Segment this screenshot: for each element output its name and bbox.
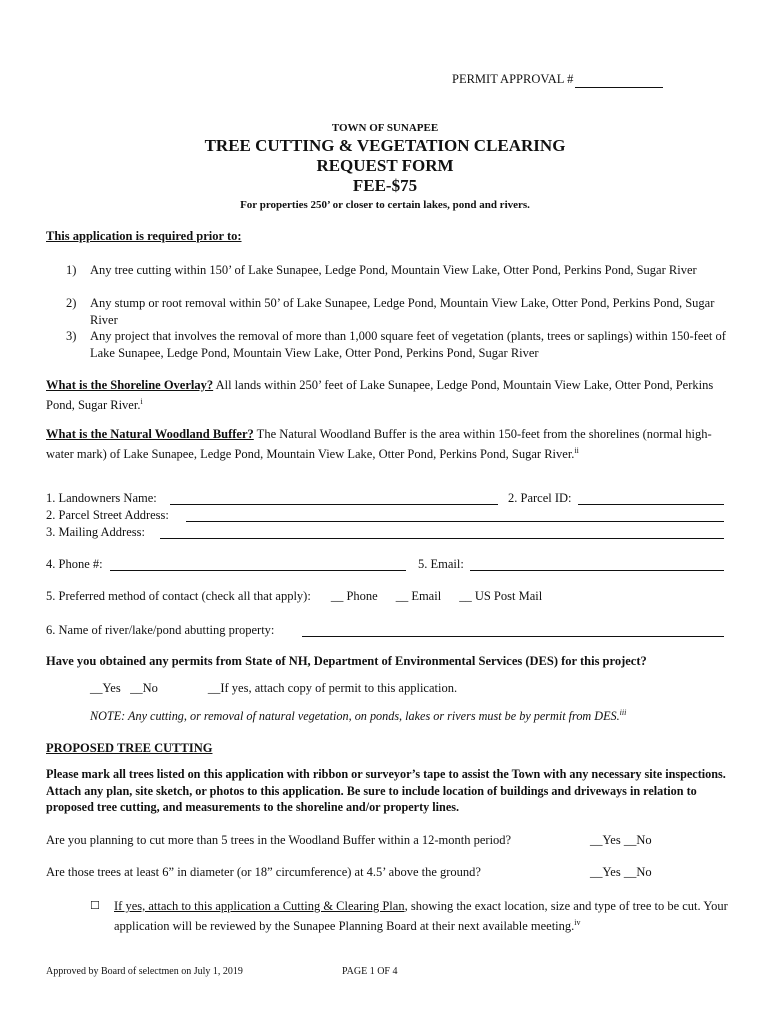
parcel-id-field [508,490,572,506]
requirement-number: 1) [66,263,77,277]
landowner-name-field [46,490,157,506]
landowner-name-input[interactable] [170,504,498,505]
requirement-item [66,295,726,328]
mailing-address-input[interactable] [160,538,724,539]
phone-label: 4. Phone #: [46,557,103,571]
cutting-plan-link: If yes, attach to this application a Cutting & Clearing Plan [114,899,405,913]
requirement-item [66,262,726,279]
phone-field [46,556,103,572]
checkbox-icon[interactable]: ☐ [90,899,100,912]
des-permit-answers [90,681,457,696]
contact-mail-option[interactable]: __ US Post Mail [459,589,543,603]
parcel-id-label: 2. Parcel ID: [508,491,572,505]
landowner-name-label: 1. Landowners Name: [46,491,157,505]
requirement-text: Any tree cutting within 150’ of Lake Sunapee, Ledge Pond, Mountain View Lake, Otter Pond, Perkins Pond, Sugar River [90,263,697,277]
form-title-line2: REQUEST FORM [316,156,454,175]
footnote-ref: ii [574,445,579,455]
proposed-tree-cutting-heading: PROPOSED TREE CUTTING [46,741,213,755]
woodland-buffer-definition [46,426,730,462]
five-trees-question: Are you planning to cut more than 5 trees in the Woodland Buffer within a 12-month period? [46,833,512,847]
requirements-heading: This application is required prior to: [46,229,242,243]
form-title-line1: TREE CUTTING & VEGETATION CLEARING [204,136,566,155]
phone-input[interactable] [110,570,406,571]
shoreline-overlay-question: What is the Shoreline Overlay? [46,378,214,392]
tree-diameter-question: Are those trees at least 6” in diameter (or 18” circumference) at 4.5’ above the ground? [46,865,481,879]
cutting-plan-text [114,898,730,934]
des-permit-question: Have you obtained any permits from State of NH, Department of Environmental Services (DES) for this project? [46,654,647,668]
des-if-yes-option[interactable]: __If yes, attach copy of permit to this application. [207,681,458,695]
parcel-street-label: 2. Parcel Street Address: [46,508,169,522]
des-note-text: NOTE: Any cutting, or removal of natural vegetation, on ponds, lakes or rivers must be by permit from DES. [90,709,620,724]
form-subtitle: For properties 250’ or closer to certain lakes, pond and rivers. [240,199,530,211]
parcel-street-input[interactable] [186,521,724,522]
permit-number-line[interactable] [575,72,663,88]
woodland-buffer-answer: The Natural Woodland Buffer is the area within 150-feet from the shorelines (normal high-water mark) of Lake Sunapee, Ledge Pond, Mountain View Lake, Otter Pond, Perkins Pond, Sugar River. [46,427,712,461]
footnote-ref: iii [619,708,627,717]
approval-footer: Approved by Board of selectmen on July 1, 2019 [46,966,243,977]
town-name: TOWN OF SUNAPEE [331,122,439,134]
contact-email-option[interactable]: __ Email [395,589,442,603]
waterbody-label: 6. Name of river/lake/pond abutting property: [46,623,275,637]
mailing-address-field [46,524,145,540]
permit-approval-label: PERMIT APPROVAL # [452,72,574,86]
shoreline-overlay-definition [46,377,730,413]
mailing-address-label: 3. Mailing Address: [46,525,145,539]
tree-diameter-answer[interactable]: __Yes __No [590,865,652,879]
email-label: 5. Email: [418,557,464,571]
email-input[interactable] [470,570,724,571]
shoreline-overlay-answer: All lands within 250’ feet of Lake Sunapee, Ledge Pond, Mountain View Lake, Otter Pond, Perkins Pond, Sugar River. [46,378,714,412]
email-field [418,556,464,572]
requirement-text: Any project that involves the removal of more than 1,000 square feet of vegetation (plants, trees or saplings) within 150-feet of Lake Sunapee, Ledge Pond, Mountain View Lake, Otter Pond, Perkins Pond, Sugar River [90,329,726,360]
woodland-buffer-question: What is the Natural Woodland Buffer? [46,427,254,441]
des-no-option[interactable]: __No [130,681,158,695]
cutting-plan-item [90,898,730,934]
requirement-item [66,328,726,361]
footnote-ref: i [140,396,143,406]
preferred-contact-label: 5. Preferred method of contact (check all that apply): [46,589,311,603]
preferred-contact [46,589,542,604]
five-trees-answer[interactable]: __Yes __No [590,833,652,847]
des-note [90,708,626,724]
cutting-plan-description: , showing the exact location, size and type of tree to be cut. Your application will be reviewed by the Sunapee Planning Board at their next available meeting. [114,899,728,933]
contact-phone-option[interactable]: __ Phone [330,589,378,603]
page-number: PAGE 1 OF 4 [342,966,398,977]
requirement-number: 3) [66,329,77,343]
tree-cutting-instructions: Please mark all trees listed on this application with ribbon or surveyor’s tape to assist the Town with any necessary site inspections. Attach any plan, site sketch, or photos to this application. Be sure to include location of buildings and driveways in relation to proposed tree cutting, and measurements to the shoreline and/or property lines. [46,767,726,814]
des-yes-option[interactable]: __Yes [90,681,121,695]
waterbody-input[interactable] [302,636,724,637]
parcel-street-field [46,507,169,523]
permit-approval-number [452,72,663,88]
form-fee: FEE-$75 [352,176,418,195]
waterbody-field [46,622,274,638]
parcel-id-input[interactable] [578,504,724,505]
requirement-number: 2) [66,296,77,310]
footnote-ref: iv [574,917,581,927]
requirement-text: Any stump or root removal within 50’ of Lake Sunapee, Ledge Pond, Mountain View Lake, Otter Pond, Perkins Pond, Sugar River [90,296,715,327]
